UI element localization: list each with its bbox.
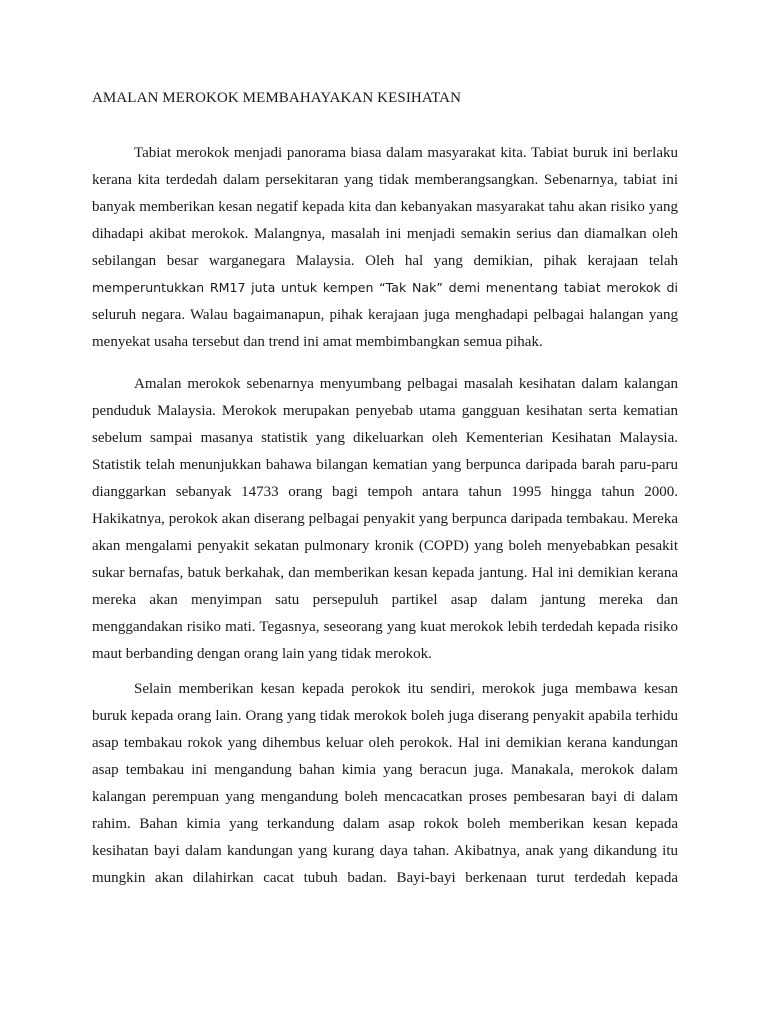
- text-line: buruk kepada orang lain. Orang yang tidak merokok boleh juga diserang penyakit apabila terhidu: [92, 708, 678, 724]
- text-line: sebelum sampai masanya statistik yang dikeluarkan oleh Kementerian Kesihatan Malaysia.: [92, 430, 678, 446]
- text-line: kerana kita terdedah dalam persekitaran yang tidak memberangsangkan. Sebenarnya, tabiat ini: [92, 172, 678, 188]
- text-line: mereka akan menyimpan satu persepuluh partikel asap dalam jantung mereka dan: [92, 592, 678, 608]
- text-line: kesihatan bayi dalam kandungan yang kurang daya tahan. Akibatnya, anak yang dikandung itu: [92, 843, 678, 859]
- text-line: rahim. Bahan kimia yang terkandung dalam asap rokok boleh memberikan kesan kepada: [92, 816, 678, 832]
- text-line: maut berbanding dengan orang lain yang tidak merokok.: [92, 646, 432, 662]
- document-title: AMALAN MEROKOK MEMBAHAYAKAN KESIHATAN: [92, 90, 462, 106]
- text-line: menggandakan risiko mati. Tegasnya, seseorang yang kuat merokok lebih terdedah kepada risiko: [92, 619, 678, 635]
- paragraph-1: [92, 143, 678, 359]
- paragraph-2: [92, 374, 678, 671]
- text-line: sukar bernafas, batuk berkahak, dan memberikan kesan kepada jantung. Hal ini demikian kerana: [92, 565, 678, 581]
- text-line: Selain memberikan kesan kepada perokok itu sendiri, merokok juga membawa kesan: [134, 681, 678, 697]
- text-line: memperuntukkan RM17 juta untuk kempen “Tak Nak” demi menentang tabiat merokok di: [92, 280, 678, 295]
- text-line: Tabiat merokok menjadi panorama biasa dalam masyarakat kita. Tabiat buruk ini berlaku: [134, 145, 678, 161]
- text-line: banyak memberikan kesan negatif kepada kita dan kebanyakan masyarakat tahu akan risiko yang: [92, 199, 678, 215]
- text-line: penduduk Malaysia. Merokok merupakan penyebab utama gangguan kesihatan serta kematian: [92, 403, 678, 419]
- text-line: Hakikatnya, perokok akan diserang pelbagai penyakit yang berpunca daripada tembakau. Mereka: [92, 511, 678, 527]
- text-line: Statistik telah menunjukkan bahawa bilangan kematian yang berpunca daripada barah paru-paru: [92, 457, 678, 473]
- text-line: menyekat usaha tersebut dan trend ini amat membimbangkan semua pihak.: [92, 334, 543, 350]
- paragraph-3: [92, 679, 678, 895]
- text-line: seluruh negara. Walau bagaimanapun, pihak kerajaan juga menghadapi pelbagai halangan yang: [92, 307, 678, 323]
- text-line: asap tembakau rokok yang dihembus keluar oleh perokok. Hal ini demikian kerana kandungan: [92, 735, 678, 751]
- text-line: dihadapi akibat merokok. Malangnya, masalah ini menjadi semakin serius dan diamalkan oleh: [92, 226, 678, 242]
- text-line: Amalan merokok sebenarnya menyumbang pelbagai masalah kesihatan dalam kalangan: [134, 376, 678, 392]
- text-line: asap tembakau ini mengandung bahan kimia yang beracun juga. Manakala, merokok dalam: [92, 762, 678, 778]
- text-line: mungkin akan dilahirkan cacat tubuh badan. Bayi-bayi berkenaan turut terdedah kepada: [92, 870, 678, 886]
- text-line: akan mengalami penyakit sekatan pulmonary kronik (COPD) yang boleh menyebabkan pesakit: [92, 538, 678, 554]
- text-line: dianggarkan sebanyak 14733 orang bagi tempoh antara tahun 1995 hingga tahun 2000.: [92, 484, 678, 500]
- text-line: kalangan perempuan yang mengandung boleh mencacatkan proses pembesaran bayi di dalam: [92, 789, 678, 805]
- text-line: sebilangan besar warganegara Malaysia. Oleh hal yang demikian, pihak kerajaan telah: [92, 253, 678, 269]
